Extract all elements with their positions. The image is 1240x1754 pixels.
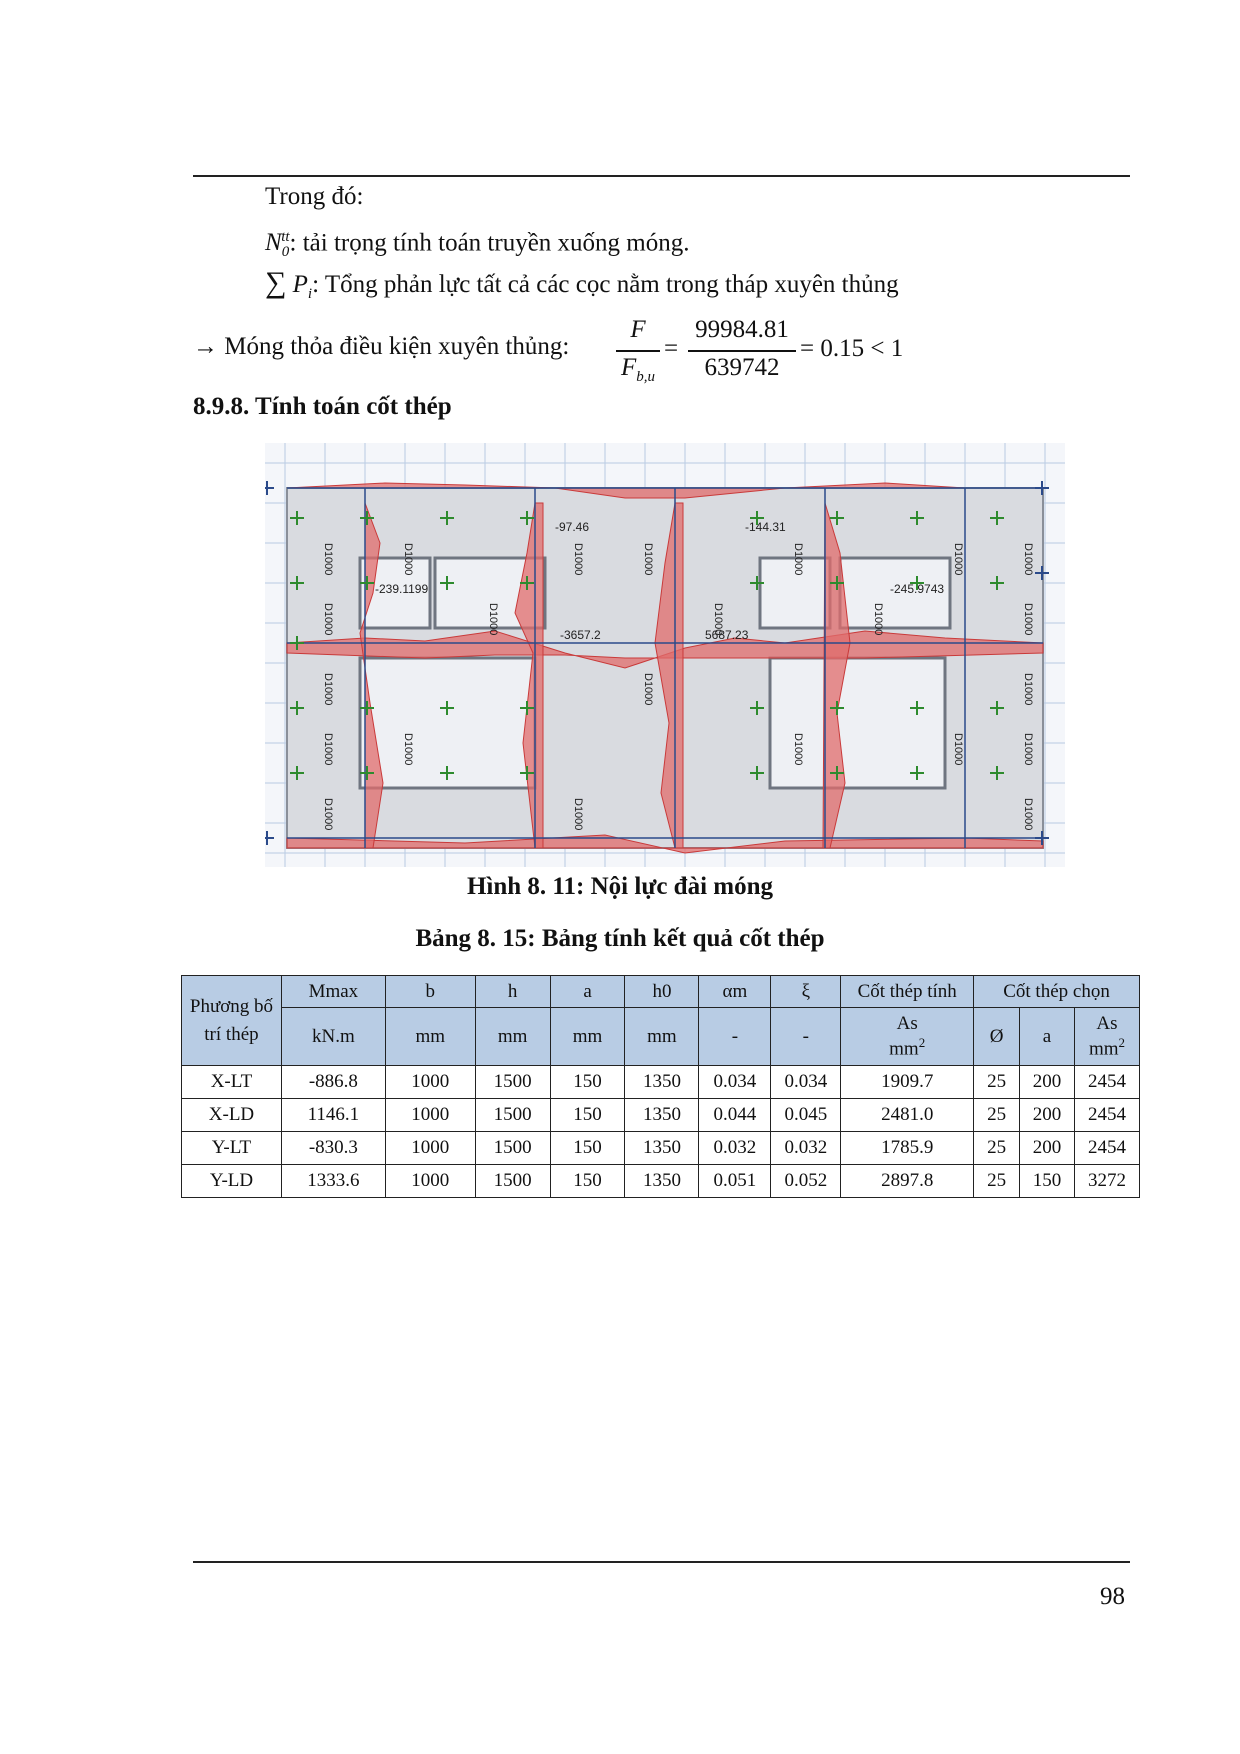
header-xi: ξ [771, 976, 841, 1008]
unit-phi: Ø [974, 1008, 1020, 1066]
where-label: Trong đó: [265, 183, 364, 210]
unit-a: mm [550, 1008, 625, 1066]
footer-rule [193, 1561, 1130, 1563]
page-number: 98 [1100, 1583, 1125, 1610]
unit-mmax: kN.m [281, 1008, 385, 1066]
header-as-calc: Cốt thép tính [841, 976, 974, 1008]
unit-a-spacing: a [1020, 1008, 1075, 1066]
n0-line [265, 222, 689, 267]
header-alpha: αm [699, 976, 771, 1008]
unit-b: mm [385, 1008, 475, 1066]
pile-label: D1000 [1022, 798, 1034, 831]
header-as-chosen: Cốt thép chọn [974, 976, 1140, 1008]
moment-value: -245.9743 [890, 582, 945, 596]
foundation-moment-diagram [265, 443, 1065, 867]
fraction-values-den: 639742 [704, 354, 780, 381]
unit-h: mm [475, 1008, 550, 1066]
sum-symbol: ∑ [265, 266, 287, 299]
moment-value: 5687.23 [705, 628, 749, 642]
moment-value: -97.46 [555, 520, 590, 534]
fraction-values-num: 99984.81 [695, 316, 789, 343]
equals-sign: = [664, 335, 679, 362]
pile-label: D1000 [572, 798, 584, 831]
unit-h0: mm [625, 1008, 699, 1066]
pile-label: D1000 [952, 733, 964, 766]
unit-as-chosen: As $mm^2$ [1074, 1008, 1139, 1066]
pile-label: D1000 [402, 543, 414, 576]
pile-label: D1000 [792, 733, 804, 766]
header-a: a [550, 976, 625, 1008]
moment-value: -239.1199 [375, 582, 429, 596]
pile-label: D1000 [487, 603, 499, 636]
moment-value: -144.31 [745, 520, 786, 534]
check-result: = 0.15 < 1 [800, 335, 904, 362]
n0-symbol: $N_0^{tt}$ [265, 229, 290, 261]
pile-label: D1000 [1022, 733, 1034, 766]
header-h0: h0 [625, 976, 699, 1008]
pile-label: D1000 [872, 603, 884, 636]
rebar-results-table [181, 975, 1140, 1198]
table-row: Y-LT -830.3 1000 1500 150 1350 0.032 0.032 1785.9 25 200 2454 [182, 1132, 1140, 1165]
table-caption: Bảng 8. 15: Bảng tính kết quả cốt thép [415, 925, 825, 952]
fraction-f-den: $F_{b,u}$ [620, 354, 656, 385]
section-heading: 8.9.8. Tính toán cốt thép [193, 393, 452, 420]
pile-label: D1000 [1022, 543, 1034, 576]
header-rule [193, 175, 1130, 177]
n0-description: : tải trọng tính toán truyền xuống móng. [289, 229, 690, 257]
header-mmax: Mmax [281, 976, 385, 1008]
pile-label: D1000 [712, 603, 724, 636]
pile-label: D1000 [642, 673, 654, 706]
moment-value: -3657.2 [560, 628, 601, 642]
fraction-f [616, 316, 660, 386]
fraction-values [688, 316, 796, 386]
table-row: X-LD 1146.1 1000 1500 150 1350 0.044 0.045 2481.0 25 200 2454 [182, 1099, 1140, 1132]
unit-as-calc: As $mm^2$ [841, 1008, 974, 1066]
pile-label: D1000 [952, 543, 964, 576]
sum-line: ∑ $P_i$: Tổng phản lực tất cả các cọc nằm trong tháp xuyên thủng [265, 266, 899, 302]
pile-label: D1000 [402, 733, 414, 766]
pile-label: D1000 [322, 543, 334, 576]
figure-caption: Hình 8. 11: Nội lực đài móng [466, 873, 774, 900]
pile-label: D1000 [792, 543, 804, 576]
pile-label: D1000 [322, 798, 334, 831]
header-b: b [385, 976, 475, 1008]
pile-label: D1000 [322, 603, 334, 636]
header-h: h [475, 976, 550, 1008]
table-row: X-LT -886.8 1000 1500 150 1350 0.034 0.034 1909.7 25 200 2454 [182, 1066, 1140, 1099]
pile-label: D1000 [322, 673, 334, 706]
pile-label: D1000 [1022, 673, 1034, 706]
header-direction: Phương bố trí thép [182, 976, 282, 1066]
sum-description: : Tổng phản lực tất cả các cọc nằm trong tháp xuyên thủng [312, 271, 899, 298]
pile-label: D1000 [1022, 603, 1034, 636]
unit-alpha: - [699, 1008, 771, 1066]
pile-label: D1000 [322, 733, 334, 766]
pile-label: D1000 [572, 543, 584, 576]
pile-label: D1000 [642, 543, 654, 576]
table-row: Y-LD 1333.6 1000 1500 150 1350 0.051 0.052 2897.8 25 150 3272 [182, 1165, 1140, 1198]
fraction-f-num: F [630, 316, 646, 343]
conclusion-text: → Móng thỏa điều kiện xuyên thủng: [193, 333, 570, 360]
unit-xi: - [771, 1008, 841, 1066]
